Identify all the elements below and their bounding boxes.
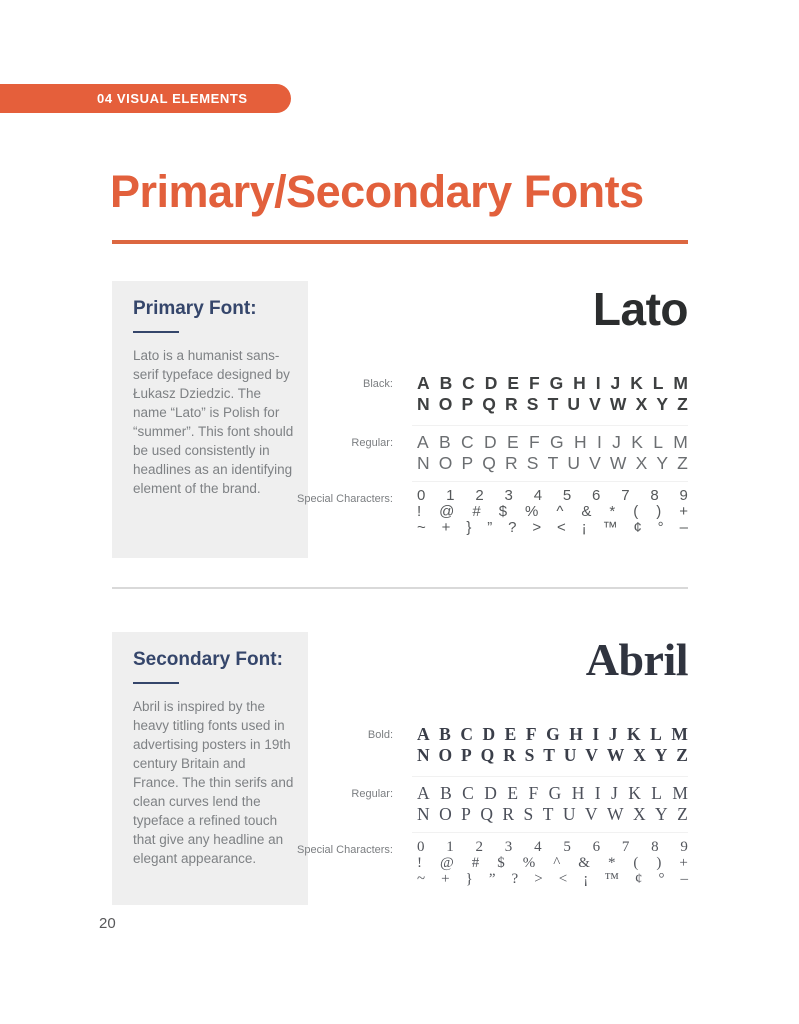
glyph: 2 [475,839,484,855]
row-separator [412,776,688,777]
row-characters [417,839,688,887]
glyph: T [547,453,559,473]
glyph: # [471,855,480,871]
glyph: E [507,373,519,393]
glyph: H [571,783,585,803]
glyph: F [528,373,540,393]
glyph: 7 [621,487,630,504]
glyph: B [439,373,453,393]
glyph: Y [654,745,668,765]
glyph: V [589,453,601,473]
char-line [417,839,688,855]
glyph: Z [677,804,688,824]
glyph: R [505,394,518,414]
glyph: 5 [563,839,571,855]
row-label: Regular: [351,437,393,449]
specimen-row-regular [112,783,688,825]
glyph: W [609,394,627,414]
glyph: J [611,783,618,803]
glyph: S [526,394,539,414]
primary-font-section [112,281,688,558]
glyph: I [594,783,601,803]
glyph: ° [658,871,665,887]
glyph: ? [508,519,517,536]
glyph: G [546,724,560,744]
glyph: * [607,855,616,871]
glyph: J [612,432,621,452]
glyph: > [532,519,542,536]
glyph: Y [655,804,668,824]
glyph: 6 [592,839,601,855]
glyph: W [609,453,627,473]
glyph: S [523,804,534,824]
glyph: W [607,804,624,824]
glyph: K [626,724,641,744]
glyph: D [484,783,497,803]
glyph: P [461,745,472,765]
glyph: 9 [680,839,688,855]
glyph: ? [511,871,519,887]
glyph: X [633,745,646,765]
row-characters [417,488,688,536]
glyph: ^ [556,503,564,520]
glyph: E [504,724,517,744]
glyph: G [550,432,564,452]
glyph: C [461,432,474,452]
glyph: ™ [604,871,619,887]
glyph: W [606,745,625,765]
glyph: Q [482,453,496,473]
glyph: @ [439,503,455,520]
glyph: D [484,432,497,452]
row-label: Black: [363,378,393,390]
glyph: F [528,432,540,452]
glyph: L [653,432,663,452]
glyph: 3 [504,487,513,504]
glyph: T [542,804,554,824]
glyph: I [596,432,602,452]
glyph: U [563,745,577,765]
glyph: * [609,503,616,520]
glyph: T [543,745,555,765]
lato-specimen [112,281,688,558]
glyph: 8 [651,839,659,855]
glyph: K [630,373,643,393]
glyph: A [417,432,429,452]
glyph: Q [480,804,493,824]
glyph: B [439,432,451,452]
glyph: L [651,783,662,803]
glyph: B [439,724,451,744]
glyph: R [503,745,516,765]
chapter-tag-label: 04 VISUAL ELEMENTS [97,91,248,106]
glyph: U [567,453,581,473]
char-line [417,783,688,804]
row-separator [412,832,688,833]
glyph: C [460,724,473,744]
glyph: ! [417,855,422,871]
glyph: ° [657,519,664,536]
glyph: + [679,503,688,520]
glyph: $ [498,503,508,520]
glyph: ~ [417,871,426,887]
glyph: – [679,519,688,536]
specimen-font-name: Lato [592,283,688,335]
glyph: S [526,453,539,473]
glyph: 0 [417,839,425,855]
glyph: U [567,394,581,414]
secondary-panel-heading: Secondary Font: [133,649,283,670]
glyph: F [528,783,539,803]
primary-panel-description: Lato is a humanist sans-serif typeface designed by Łukasz Dziedzic. The name “Lato” is Polish for “summer”. This font should be used consistently in headlines as an identifying element of the brand. [133,348,294,496]
secondary-panel-description: Abril is inspired by the heavy titling fonts used in advertising posters in 19th century Britain and France. The thin serifs and clean curves lend the typeface a refined touch that give any headline an elegant appearance. [133,699,294,866]
glyph: ¢ [634,871,643,887]
glyph: E [507,783,519,803]
glyph: K [631,432,643,452]
glyph: Z [677,453,688,473]
glyph: L [650,724,662,744]
glyph: L [652,373,664,393]
glyph: 7 [621,839,630,855]
glyph: P [461,453,474,473]
char-line [417,432,688,453]
glyph: R [505,453,518,473]
char-line [417,488,688,504]
glyph: < [558,871,568,887]
glyph: 3 [504,839,513,855]
glyph: 1 [446,487,455,504]
glyph: X [635,453,648,473]
glyph: ” [487,519,493,536]
row-separator [412,481,688,482]
specimen-row-special [112,839,688,887]
glyph: 1 [446,839,454,855]
specimen-font-name: Abril [585,634,688,685]
glyph: I [592,724,600,744]
glyph: P [461,394,474,414]
char-line [417,804,688,825]
glyph: A [417,783,430,803]
glyph: O [439,804,452,824]
glyph: ( [633,503,639,520]
glyph: O [438,394,453,414]
char-line [417,745,688,766]
glyph: G [549,373,564,393]
glyph: 4 [534,839,542,855]
glyph: A [417,373,430,393]
char-line [417,504,688,520]
glyph: ” [488,871,496,887]
char-line [417,724,688,745]
glyph: & [578,855,590,871]
glyph: 6 [592,487,601,504]
glyph: J [608,724,618,744]
glyph: > [534,871,543,887]
glyph: ¡ [583,871,589,887]
row-label: Bold: [367,729,393,741]
glyph: 5 [562,487,572,504]
specimen-row-special [112,488,688,536]
glyph: D [484,373,498,393]
glyph: Z [677,394,688,414]
glyph: % [525,503,539,520]
glyph: V [589,394,601,414]
glyph: ™ [602,519,618,536]
page-title: Primary/Secondary Fonts [110,166,644,217]
glyph: I [595,373,601,393]
glyph: < [557,519,566,536]
glyph: M [672,783,688,803]
glyph: X [632,804,646,824]
glyph: 4 [533,487,543,504]
glyph: C [462,783,474,803]
glyph: & [581,503,592,520]
glyph: B [440,783,452,803]
glyph: % [522,855,536,871]
glyph: U [562,804,576,824]
glyph: } [466,519,472,536]
glyph: R [502,804,515,824]
glyph: T [547,394,559,414]
glyph: ) [656,855,662,871]
glyph: A [417,724,430,744]
primary-panel-heading: Primary Font: [133,298,257,319]
glyph: V [585,745,598,765]
glyph: F [525,724,537,744]
chapter-tag [0,84,291,113]
glyph: V [584,804,598,824]
abril-specimen [112,632,688,905]
glyph: Y [656,453,669,473]
glyph: @ [439,855,454,871]
page-number: 20 [99,915,116,932]
specimen-row-regular [112,432,688,474]
glyph: 2 [475,487,484,504]
glyph: – [680,871,688,887]
secondary-font-section [112,632,688,905]
glyph: G [548,783,562,803]
glyph: J [610,373,621,393]
row-characters [417,373,688,415]
glyph: N [417,453,430,473]
row-label: Special Characters: [297,493,393,505]
glyph: ^ [553,855,561,871]
char-line [417,855,688,871]
glyph: N [417,804,430,824]
glyph: D [482,724,496,744]
glyph: H [573,373,586,393]
row-label: Regular: [351,788,393,800]
glyph: M [673,373,688,393]
glyph: Q [482,394,496,414]
section-divider [112,587,688,589]
glyph: 8 [650,487,659,504]
glyph: N [417,394,430,414]
glyph: + [441,519,451,536]
char-line [417,394,688,415]
specimen-row-black [112,373,688,415]
glyph: 0 [417,487,426,504]
glyph: H [569,724,583,744]
row-separator [412,425,688,426]
glyph: O [438,453,453,473]
glyph: S [524,745,535,765]
char-line [417,373,688,394]
glyph: C [462,373,475,393]
glyph: } [465,871,473,887]
title-rule [112,240,688,244]
glyph: ( [633,855,639,871]
glyph: ¡ [581,519,587,536]
char-line [417,453,688,474]
glyph: ~ [417,519,426,536]
glyph: Q [480,745,495,765]
specimen-row-bold [112,724,688,766]
glyph: ) [656,503,662,520]
glyph: Y [656,394,669,414]
glyph: + [679,855,688,871]
glyph: + [441,871,450,887]
glyph: N [417,745,430,765]
row-characters [417,432,688,474]
glyph: M [671,724,688,744]
row-characters [417,783,688,825]
glyph: K [628,783,641,803]
glyph: M [673,432,688,452]
glyph: ! [417,503,422,520]
glyph: ¢ [633,519,642,536]
row-characters [417,724,688,766]
glyph: $ [497,855,505,871]
glyph: E [506,432,519,452]
glyph: O [438,745,453,765]
glyph: 9 [679,487,688,504]
char-line [417,871,688,887]
glyph: Z [676,745,688,765]
char-line [417,520,688,536]
glyph: H [573,432,587,452]
row-label: Special Characters: [297,844,393,856]
glyph: X [635,394,648,414]
glyph: # [472,503,481,520]
glyph: P [461,804,471,824]
